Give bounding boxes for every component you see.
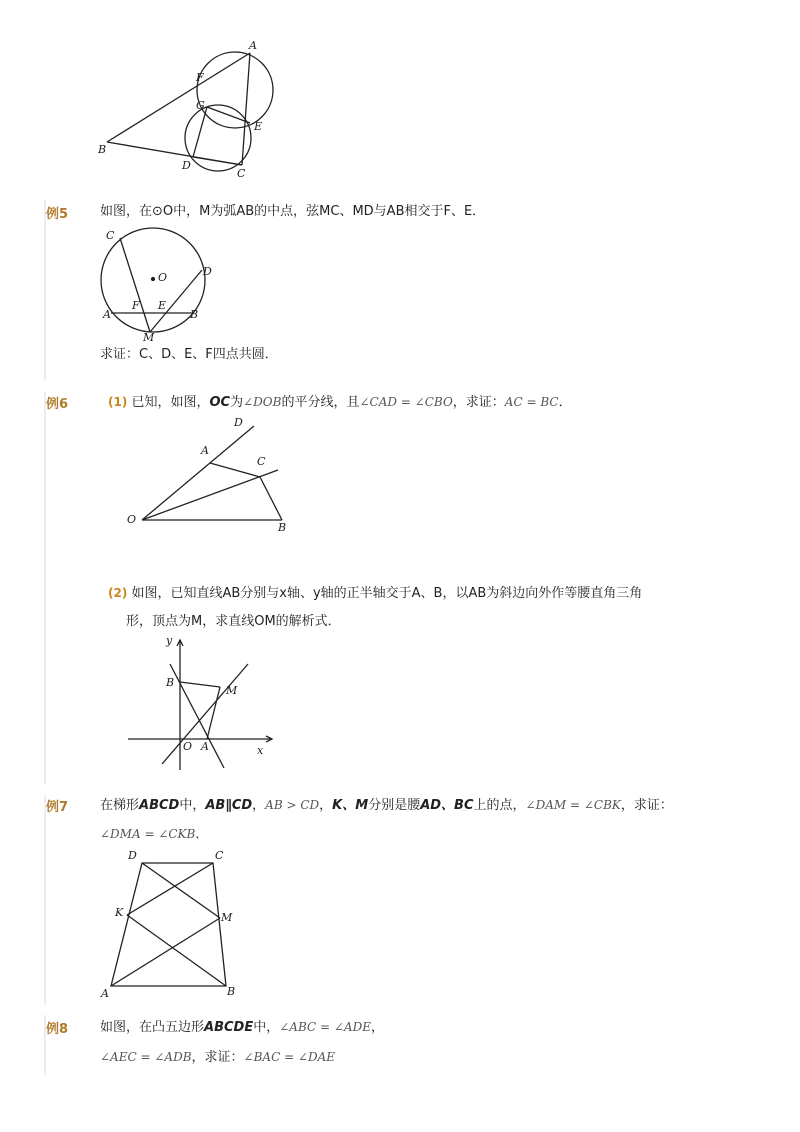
point-label-C: C	[237, 167, 246, 180]
segment-AM	[111, 918, 220, 986]
example-5-statement: 如图，在⊙O中，M为弧AB的中点，弦MC、MD与AB相交于F、E．	[100, 204, 486, 219]
point-label-D: D	[128, 849, 137, 862]
text-segment: ．	[558, 395, 572, 410]
math-inequality: AB > CD	[265, 798, 320, 812]
math-oc: OC	[209, 395, 231, 410]
point-label-C: C	[257, 455, 266, 468]
text-segment: 中，	[179, 798, 206, 813]
example-8-label: 例8	[46, 1022, 69, 1037]
math-parallel: AB∥CD	[205, 798, 253, 813]
point-label-M: M	[226, 684, 238, 697]
text-segment: ．	[195, 827, 209, 842]
center-point-O	[152, 278, 155, 281]
upper-circle	[197, 52, 273, 128]
point-label-D: D	[234, 416, 243, 429]
segment-DM	[142, 863, 220, 918]
text-segment: 如图，在凸五边形	[100, 1020, 205, 1035]
margin-rule-2	[44, 392, 46, 784]
text-segment: ，求证：	[620, 798, 673, 813]
part-number-2: (2)	[108, 586, 128, 600]
example-7-line2	[100, 825, 208, 844]
point-label-A: A	[201, 740, 209, 753]
figure-example-6-part2	[122, 630, 282, 780]
example-6-label: 例6	[46, 397, 69, 412]
axis-label-y: y	[166, 634, 173, 647]
point-label-E: E	[158, 299, 167, 312]
math-condition: ∠CAD = ∠CBO	[359, 395, 453, 409]
math-sides: AD、BC	[420, 798, 474, 813]
point-label-M: M	[143, 331, 155, 344]
point-label-F: F	[132, 299, 140, 312]
example-8-line2	[100, 1048, 335, 1067]
point-label-O: O	[183, 740, 193, 753]
text-segment: 如图，已知直线AB分别与x轴、y轴的正半轴交于A、B，以AB为斜边向外作等腰直角三角	[131, 586, 643, 601]
figure-example-7	[96, 843, 246, 1003]
example-7-label: 例7	[46, 800, 69, 815]
text-segment: ，求证：	[452, 395, 505, 410]
part-number-1: (1)	[108, 395, 128, 409]
segment-AC	[210, 463, 260, 477]
text-segment: 分别是腰	[368, 798, 421, 813]
text-segment: ，求证：	[191, 1050, 244, 1065]
point-label-M: M	[221, 911, 233, 924]
segment-DC	[193, 157, 242, 165]
math-abcd: ABCD	[139, 798, 180, 813]
ray-OD	[142, 426, 254, 520]
math-goal: ∠DMA = ∠CKB	[100, 827, 196, 841]
point-label-B: B	[278, 521, 287, 534]
point-label-D: D	[203, 265, 212, 278]
text-segment: ，	[252, 798, 266, 813]
math-goal: AC = BC	[504, 395, 559, 409]
axis-label-x: x	[257, 744, 264, 757]
point-label-O: O	[127, 513, 137, 526]
line-AB	[170, 664, 224, 768]
point-label-A: A	[101, 987, 109, 1000]
point-label-A: A	[201, 444, 209, 457]
math-angle-dob: ∠DOB	[243, 395, 282, 409]
segment-BM	[180, 682, 220, 687]
point-label-F: F	[196, 71, 204, 84]
point-label-O: O	[158, 271, 168, 284]
example-7-line1	[100, 796, 673, 815]
text-segment: 的平分线，且	[281, 395, 360, 410]
math-pentagon: ABCDE	[204, 1020, 254, 1035]
point-label-E: E	[254, 120, 263, 133]
example-5-proof: 求证：C、D、E、F四点共圆．	[100, 347, 278, 362]
segment-MA	[207, 687, 220, 739]
point-label-A: A	[103, 308, 111, 321]
text-segment: ，	[370, 1020, 384, 1035]
figure-example-6-part1	[122, 412, 292, 537]
example-6-part2-line1	[108, 584, 642, 603]
margin-rule-3	[44, 795, 46, 1005]
point-label-B: B	[166, 676, 175, 689]
math-km: K、M	[332, 798, 369, 813]
math-condition: ∠DAM = ∠CBK	[525, 798, 621, 812]
point-label-B: B	[190, 308, 199, 321]
text-segment: 上的点，	[473, 798, 526, 813]
point-label-B: B	[227, 985, 236, 998]
example-6-part1-statement	[108, 393, 572, 412]
text-segment: 为	[230, 395, 244, 410]
math-condition-1: ∠ABC = ∠ADE	[279, 1020, 371, 1034]
ray-OC	[142, 470, 278, 520]
segment-CB	[260, 477, 282, 520]
example-6-part2-line2: 形，顶点为M，求直线OM的解析式．	[126, 614, 341, 629]
point-label-C: C	[215, 849, 224, 862]
example-8-line1	[100, 1018, 384, 1037]
point-label-D: D	[182, 159, 191, 172]
text-segment: 中，	[253, 1020, 280, 1035]
segment-BA	[107, 53, 250, 142]
example-5-label: 例5	[46, 207, 69, 222]
text-segment: 在梯形	[100, 798, 140, 813]
math-condition-2: ∠AEC = ∠ADB	[100, 1050, 192, 1064]
text-segment: ，	[319, 798, 333, 813]
math-goal: ∠BAC = ∠DAE	[243, 1050, 336, 1064]
point-label-B: B	[98, 143, 107, 156]
point-label-A: A	[249, 39, 257, 52]
margin-rule-1	[44, 200, 46, 380]
point-label-K: K	[115, 906, 124, 919]
segment-BK	[127, 915, 226, 986]
chord-MC	[120, 238, 150, 332]
figure-example-5	[95, 225, 225, 345]
text-segment: 已知，如图，	[131, 395, 210, 410]
point-label-C: C	[106, 229, 115, 242]
figure-two-circles	[95, 35, 295, 185]
point-label-G: G	[196, 99, 205, 112]
